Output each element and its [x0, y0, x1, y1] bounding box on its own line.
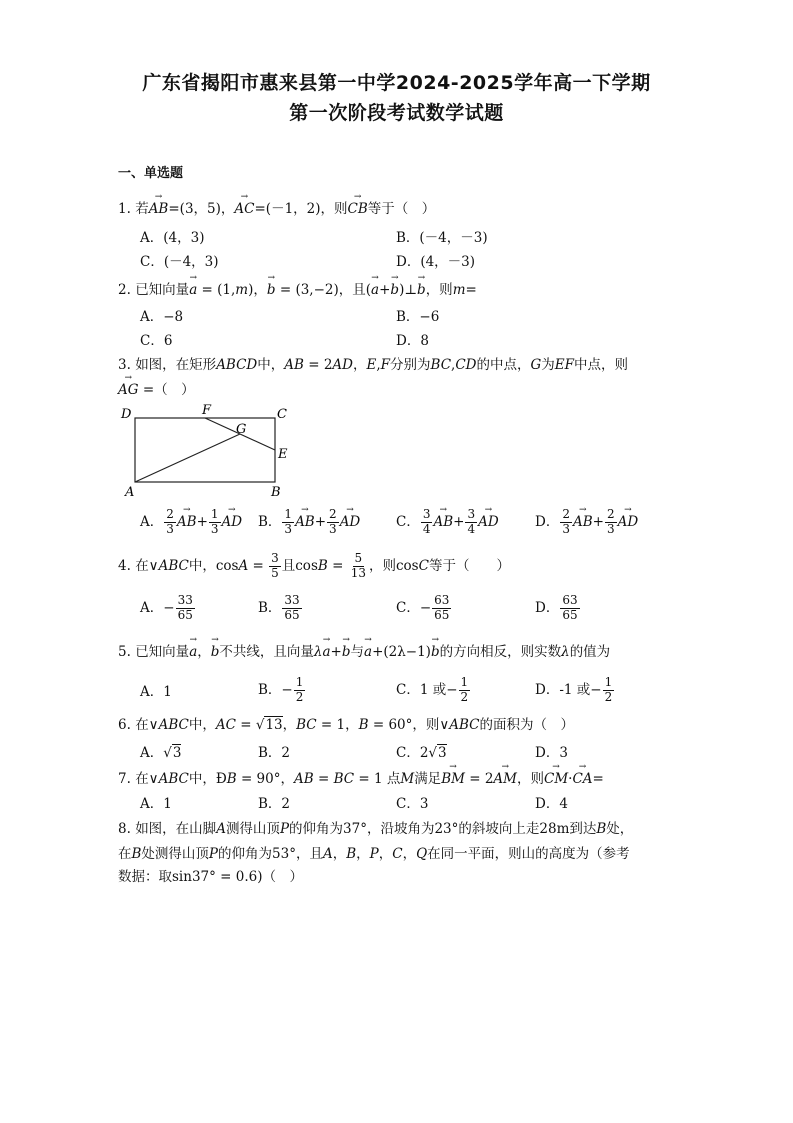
question-1-option-c: C．(－4，3) — [140, 254, 219, 270]
question-5-stem: 5. 已知向量→ a，→ b不共线，且向量λ→ a+→ b与→ a+(2λ−1)→ b的方向相反，则实数λ的值为 — [118, 640, 610, 660]
question-4-option-d: D． $\frac{63}{65}$ — [535, 593, 578, 622]
rectangle-abcd-figure — [118, 400, 298, 500]
question-5-option-b: B．− $\frac{1}{2}$ — [258, 675, 304, 704]
question-1-option-d: D．(4，－3) — [396, 254, 476, 270]
question-6-option-d: D．3 — [535, 745, 568, 761]
question-1-stem: 1. 若→ AB=(3，5)，→ AC=(－1，2)，则→ CB等于（ ） — [118, 197, 435, 217]
question-2-option-a: A．−8 — [140, 309, 184, 325]
section-heading: 一、单选题 — [118, 166, 184, 181]
question-3-option-c: C． $\frac{3}{4}$ → AB+ $\frac{3}{4}$ → AD — [396, 508, 499, 537]
question-6-option-b: B．2 — [258, 745, 291, 761]
label-g: G — [236, 422, 247, 437]
page-title-line-2: 第一次阶段考试数学试题 — [289, 102, 504, 124]
question-3-option-d: D． $\frac{2}{3}$ → AB+ $\frac{2}{3}$ → AD — [535, 508, 638, 537]
label-e: E — [278, 447, 288, 462]
label-a: A — [125, 485, 135, 500]
question-7-stem: 7. 在∨ABC中，ÐB = 90°，AB = BC = 1 点M满足→ BM = 2→ AM，则→ CM·→ CA= — [118, 767, 604, 787]
question-4-stem: 4. 在∨ABC中，cosA = $\frac{3}{5}$ 且cosB = $\frac{5}{13}$ ，则cosC等于（ ） — [118, 551, 510, 580]
question-7-option-d: D．4 — [535, 796, 568, 812]
question-6-option-c: C．2√3 — [396, 745, 447, 761]
question-3-option-b: B． $\frac{1}{3}$ → AB+ $\frac{2}{3}$ → AD — [258, 508, 360, 537]
question-4-option-a: A．− $\frac{33}{65}$ — [140, 593, 193, 622]
label-b: B — [271, 485, 281, 500]
question-3-stem-line-2: → AG =（ ） — [118, 378, 195, 398]
question-4-option-c: C．− $\frac{63}{65}$ — [396, 593, 450, 622]
question-7-option-c: C．3 — [396, 796, 429, 812]
page-title-line-1: 广东省揭阳市惠来县第一中学2024-2025学年高一下学期 — [142, 72, 651, 94]
label-f: F — [202, 403, 212, 418]
question-1-option-b: B．(－4，－3) — [396, 230, 488, 246]
segment-ag — [135, 434, 240, 482]
label-d: D — [121, 407, 132, 422]
question-6-option-a: A．√3 — [140, 745, 182, 761]
label-c: C — [277, 407, 287, 422]
question-5-option-c: C．1 或− $\frac{1}{2}$ — [396, 675, 469, 704]
question-3-option-a: A． $\frac{2}{3}$ → AB+ $\frac{1}{3}$ → AD — [140, 508, 242, 537]
question-7-option-b: B．2 — [258, 796, 291, 812]
question-8-line-2: 在B处测得山顶P的仰角为53°，且A，B，P，C，Q在同一平面，则山的高度为（参考 — [118, 846, 630, 862]
question-2-option-c: C．6 — [140, 333, 173, 349]
question-3-stem-line-1: 3. 如图，在矩形ABCD中，AB = 2AD，E,F分别为BC,CD的中点，G为EF中点，则 — [118, 357, 629, 373]
question-2-option-b: B．−6 — [396, 309, 440, 325]
question-5-option-d: D．-1 或− $\frac{1}{2}$ — [535, 675, 613, 704]
question-2-option-d: D．8 — [396, 333, 429, 349]
question-8-line-3: 数据：取sin37° = 0.6)（ ） — [118, 869, 303, 885]
rectangle-diagram — [118, 400, 298, 500]
question-8-line-1: 8. 如图，在山脚A测得山顶P的仰角为37°，沿坡角为23°的斜坡向上走28m到达B处， — [118, 821, 634, 837]
question-6-stem: 6. 在∨ABC中，AC = √13，BC = 1，B = 60°，则∨ABC的面积为（ ） — [118, 717, 575, 733]
question-1-option-a: A．(4，3) — [140, 230, 205, 246]
question-5-option-a: A．1 — [140, 684, 172, 700]
question-7-option-a: A．1 — [140, 796, 172, 812]
question-4-option-b: B． $\frac{33}{65}$ — [258, 593, 300, 622]
question-2-stem: 2. 已知向量→ a = (1,m)，→ b = (3,−2)，且(→ a+→ b)⊥→ b，则m= — [118, 278, 477, 298]
